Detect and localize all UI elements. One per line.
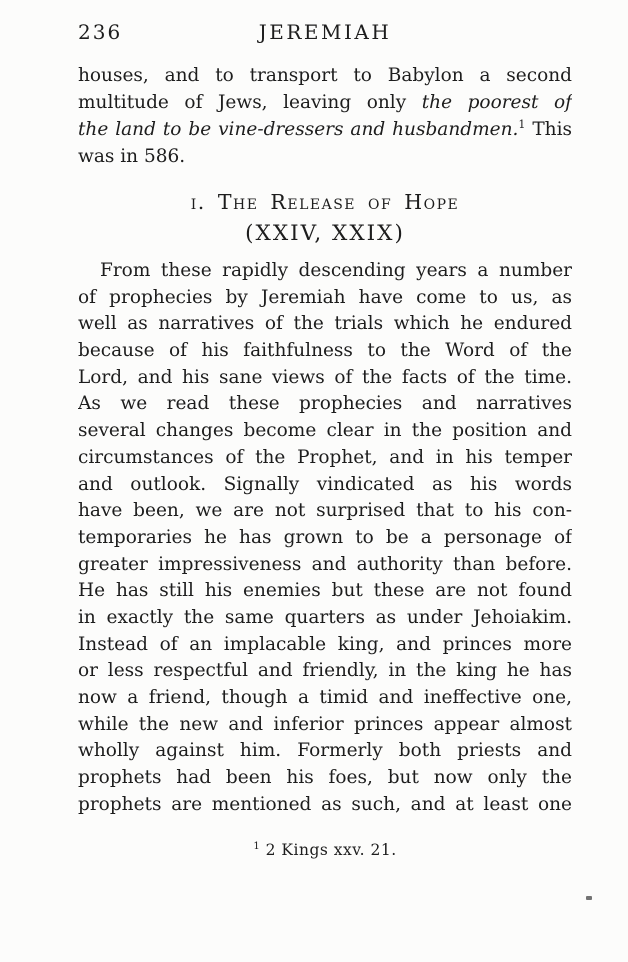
text-segment: or less respectful and friendly, in the king he has (78, 660, 572, 682)
text-segment: because of his faithfulness to the Word of the (78, 340, 572, 362)
text-line (78, 285, 572, 312)
text-line (78, 89, 572, 116)
text-line (78, 552, 572, 579)
paragraph-intro (78, 62, 572, 170)
text-line (78, 605, 572, 632)
section-chapter-reference: (XXIV, XXIX) (245, 221, 405, 246)
text-line (78, 712, 572, 739)
page-number: 236 (78, 20, 123, 44)
text-segment: in exactly the same quarters as under Jehoiakim. (78, 606, 572, 628)
text-line (78, 365, 572, 392)
text-line (78, 143, 572, 170)
text-line (78, 498, 572, 525)
text-line (78, 116, 572, 143)
text-line (78, 765, 572, 792)
text-segment: Instead of an implacable king, and princes more (78, 633, 572, 655)
footnote-reference: 1 (518, 117, 526, 131)
text-line (78, 62, 572, 89)
section-heading: i. The Release of Hope (190, 190, 460, 214)
text-line (78, 258, 572, 285)
text-line (78, 632, 572, 659)
text-line (78, 792, 572, 819)
text-segment: He has still his enemies but these are not found (78, 580, 572, 602)
page-header (78, 20, 572, 46)
text-segment: now a friend, though a timid and ineffective one, (78, 687, 572, 708)
text-segment: multitude of Jews, leaving only (78, 92, 422, 113)
text-segment: have been, we are not surprised that to his con- (78, 500, 572, 522)
text-line (78, 685, 572, 712)
text-line (78, 418, 572, 445)
text-line (78, 338, 572, 365)
text-segment: while the new and inferior princes appear almost (78, 713, 572, 735)
text-segment: circumstances of the Prophet, and in his temper (78, 446, 572, 468)
text-segment: prophets are mentioned as such, and at least one (78, 793, 572, 815)
text-line (78, 472, 572, 499)
text-segment: greater impressiveness and authority than before. (78, 553, 572, 575)
text-segment: Lord, and his sane views of the facts of the time. (78, 366, 572, 388)
text-segment: and outlook. Signally vindicated as his words (78, 473, 572, 495)
paragraph-main (78, 258, 572, 818)
italic-text-segment: the land to be vine-dressers and husbandmen. (78, 119, 519, 140)
text-segment: was in 586. (78, 146, 186, 167)
text-segment: From these rapidly descending years a number (100, 260, 572, 281)
footnote-text: 2 Kings xxv. 21. (265, 841, 397, 860)
italic-text-segment: the poorest of (421, 92, 572, 113)
footnote (78, 841, 572, 859)
text-segment: several changes become clear in the position and (78, 420, 572, 442)
text-segment: wholly against him. Formerly both priests and (78, 740, 572, 762)
text-line (78, 311, 572, 338)
text-segment: This (525, 119, 572, 140)
text-segment: houses, and to transport to Babylon a second (78, 65, 572, 86)
scan-artifact-speck (586, 896, 592, 900)
text-line (78, 738, 572, 765)
text-column (78, 0, 572, 962)
text-segment: prophets had been his foes, but now only the (78, 767, 572, 789)
text-segment: of prophecies by Jeremiah have come to us, as (78, 286, 572, 308)
text-line (78, 658, 572, 685)
text-segment: As we read these prophecies and narratives (78, 393, 572, 415)
text-line (78, 391, 572, 418)
footnote-marker: 1 (253, 841, 261, 852)
text-line (78, 525, 572, 552)
text-line (78, 445, 572, 472)
text-segment: temporaries he has grown to be a personage of (78, 526, 572, 548)
text-segment: well as narratives of the trials which he endured (78, 313, 572, 335)
running-title: JEREMIAH (258, 20, 392, 44)
text-line (78, 578, 572, 605)
